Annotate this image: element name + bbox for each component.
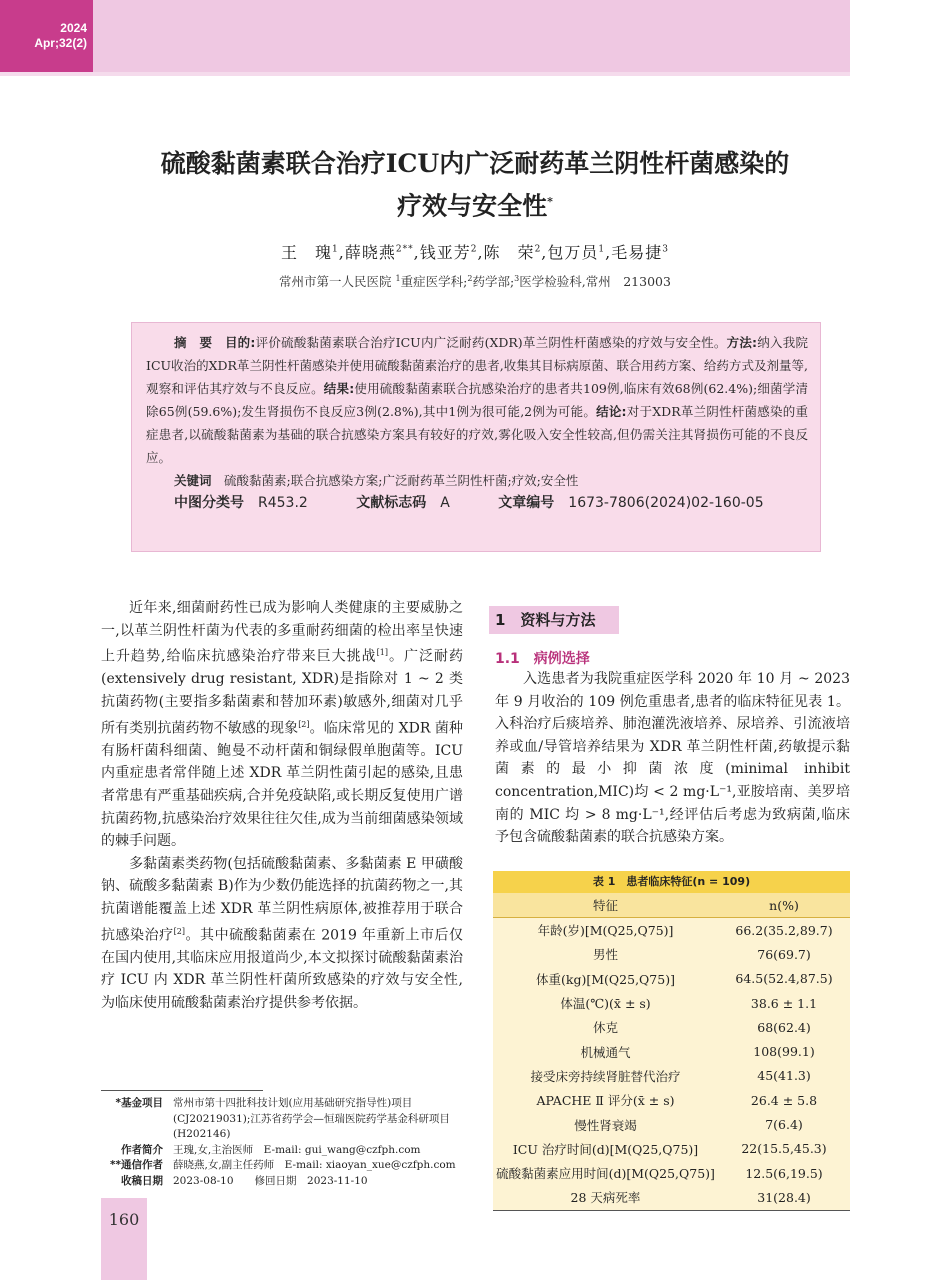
footnotes <box>101 1096 463 1189</box>
left-column <box>101 597 463 1015</box>
footnote-author <box>101 1143 463 1159</box>
abstract-body <box>146 331 808 469</box>
table-cell: 接受床旁持续肾脏替代治疗 <box>530 1068 681 1084</box>
citation[interactable]: [2] <box>173 926 185 936</box>
clc-label: 中图分类号 <box>174 495 244 511</box>
article-no-value: 1673-7806(2024)02-160-05 <box>568 495 764 511</box>
author-affil-sup: 2 <box>534 244 542 255</box>
text-run: 。广泛耐药(extensively drug resistant, XDR)是指除对 1 ~ 2 类抗菌药物(主要指多黏菌素和替加环素)敏感外,细菌对几乎所有类别抗菌药物不敏感的现象 <box>101 648 464 737</box>
footnote-text: 2023-08-10 修回日期 2023-11-10 <box>173 1174 368 1187</box>
table-cell: 108(99.1) <box>753 1044 815 1060</box>
author: 薛晓燕 <box>344 243 396 262</box>
title-footnote-mark: * <box>547 195 553 208</box>
abstract-box <box>131 322 821 552</box>
keywords-label: 关键词 <box>174 473 212 488</box>
issue-tab <box>0 0 93 72</box>
footnote-text: 王瑰,女,主治医师 E-mail: gui_wang@czfph.com <box>173 1143 421 1156</box>
table-cell: 66.2(35.2,89.7) <box>735 922 833 938</box>
table-row <box>493 918 850 943</box>
table-header: 特征 <box>493 893 718 918</box>
footnote-text: 薛晓燕,女,副主任药师 E-mail: xiaoyan_xue@czfph.com <box>173 1159 456 1171</box>
citation[interactable]: [2] <box>298 719 310 729</box>
methods-paragraph: 入选患者为我院重症医学科 2020 年 10 月 ~ 2023 年 9 月收治的 109 例危重患者,患者的临床特征见表 1。入科治疗后痰培养、肺泡灌洗液培养、尿培养、引流液培养或血/导管培养结果为 XDR 革兰阴性杆菌,药敏提示黏菌素的最小抑菌浓度(minimal inhibit concentration,MIC)均 < 2 mg·L⁻¹,亚胺培南、美罗培南的 MIC 均 > 8 mg·L⁻¹,经评估后考虑为致病菌,临床予包含硫酸黏菌素的联合抗感染方案。 <box>495 671 850 846</box>
keywords-row <box>146 469 808 492</box>
text-run: 。临床常见的 XDR 菌种有肠杆菌科细菌、鲍曼不动杆菌和铜绿假单胞菌等。ICU 内重症患者常伴随上述 XDR 革兰阴性菌引起的感染,且患者常患有严重基础疾病,合并免疫缺陷,或长期反复使用广谱抗菌药物,抗感染治疗效果往往欠佳,成为当前细菌感染领域的棘手问题。 <box>101 720 464 850</box>
doc-code-value: A <box>440 495 450 511</box>
title-line-2 <box>60 183 890 225</box>
table-header: n(%) <box>718 893 850 918</box>
footnote-divider <box>101 1090 263 1091</box>
author-affil-sup: 3 <box>662 244 669 255</box>
intro-paragraph-1 <box>101 597 463 853</box>
doc-code-label: 文献标志码 <box>356 495 427 511</box>
table-cell: 男性 <box>592 947 618 963</box>
affil-sup: 2 <box>467 273 473 283</box>
citation[interactable]: [1] <box>376 648 388 658</box>
table-row <box>493 942 850 966</box>
footnote-dates <box>101 1174 463 1190</box>
footnote-text: 常州市第十四批科技计划(应用基础研究指导性)项目(CJ20219031);江苏省药学会—恒瑞医院药学基金科研项目(H202146) <box>173 1097 450 1140</box>
classification-row <box>146 492 808 515</box>
author-affil-sup: 2** <box>395 244 414 255</box>
author: 毛易捷 <box>611 243 663 262</box>
footnote-label: 作者简介 <box>121 1143 163 1156</box>
footnote-corresponding <box>101 1158 463 1174</box>
author: 陈 荣 <box>483 243 535 262</box>
table-cell: 7(6.4) <box>765 1117 803 1133</box>
footnote-label: *基金项目 <box>115 1097 163 1109</box>
table-cell: APACHE Ⅱ 评分(x̄ ± s) <box>536 1093 675 1109</box>
affiliation-dept: 医学检验科,常州 213003 <box>519 274 671 289</box>
issue-year: 2024 <box>60 21 87 35</box>
affiliation-dept: 药学部; <box>472 274 515 289</box>
author-affil-sup: 1 <box>598 244 606 255</box>
issue-volume: Apr;32(2) <box>34 36 87 50</box>
table-header-row <box>493 893 850 918</box>
author: 王 瑰 <box>281 243 333 262</box>
footnote-funding <box>101 1096 463 1143</box>
objective-text: 评价硫酸黏菌素联合治疗ICU内广泛耐药(XDR)革兰阴性杆菌感染的疗效与安全性。 <box>255 335 727 350</box>
objective-label: 目的: <box>224 335 256 350</box>
table-cell: 38.6 ± 1.1 <box>750 995 818 1011</box>
abstract-label: 摘 要 <box>174 335 213 350</box>
header-banner-edge <box>0 72 850 76</box>
article-title <box>60 145 890 225</box>
method-label: 方法: <box>726 335 758 350</box>
section-heading: 1 资料与方法 <box>489 606 619 634</box>
title-line-1: 硫酸黏菌素联合治疗ICU内广泛耐药革兰阴性杆菌感染的 <box>160 149 790 178</box>
table-cell: 28 天病死率 <box>493 1185 718 1210</box>
table-row <box>493 967 850 991</box>
method-text: 纳入我院ICU收治的XDR革兰阴性杆菌感染并使用硫酸黏菌素治疗的患者,收集其目标病原菌、联合用药方案、给药方式及剂量等,观察和评估其疗效与不良反应。 <box>146 335 808 396</box>
article-no-label: 文章编号 <box>498 495 555 511</box>
author: 钱亚芳 <box>419 243 471 262</box>
table-row <box>493 1064 850 1088</box>
author-list: 王 瑰$^1$,薛晓燕$^{2**}$,钱亚芳$^2$,陈 荣$^2$,包万员$^1$,毛易捷$^3$ <box>281 243 669 262</box>
table-row <box>493 1185 850 1210</box>
author-affil-sup: 1 <box>332 244 339 255</box>
conclusion-text: 对于XDR革兰阴性杆菌感染的重症患者,以硫酸黏菌素为基础的联合抗感染方案具有较好的疗效,雾化吸入安全性较高,但仍需关注其肾损伤可能的不良反应。 <box>146 404 809 465</box>
title-line-2-text: 疗效与安全性 <box>397 191 548 221</box>
table-row <box>493 1137 850 1161</box>
table-row <box>493 1161 850 1185</box>
table-cell: ICU 治疗时间(d)[M(Q25,Q75)] <box>512 1141 699 1157</box>
table-title: 表 1 患者临床特征(n = 109) <box>493 871 850 893</box>
conclusion-label: 结论: <box>596 404 627 419</box>
result-text: 使用硫酸黏菌素联合抗感染治疗的患者共109例,临床有效68例(62.4%);细菌学清除65例(59.6%);发生肾损伤不良反应3例(2.8%),其中1例为很可能,2例为可能。 <box>146 381 808 419</box>
keywords-text: 硫酸黏菌素;联合抗感染方案;广泛耐药革兰阴性杆菌;疗效;安全性 <box>224 473 579 488</box>
table-cell: 45(41.3) <box>757 1068 811 1084</box>
table-cell: 慢性肾衰竭 <box>574 1117 637 1133</box>
table-cell: 休克 <box>592 1020 618 1036</box>
table-cell: 26.4 ± 5.8 <box>750 1092 818 1108</box>
affil-sup: 1 <box>395 273 401 283</box>
header-banner <box>0 0 850 72</box>
clinical-features-table <box>493 893 850 1211</box>
right-column <box>495 668 850 849</box>
page-number: 160 <box>108 1210 140 1229</box>
text-run: 。其中硫酸黏菌素在 2019 年重新上市后仅在国内使用,其临床应用报道尚少,本文拟探讨硫酸黏菌素治疗 ICU 内 XDR 革兰阴性杆菌所致感染的疗效与安全性,为临床使用硫酸黏菌素治疗提供参考依据。 <box>101 927 464 1012</box>
text-run: 多黏菌素类药物(包括硫酸黏菌素、多黏菌素 E 甲磺酸钠、硫酸多黏菌素 B)作为少数仍能选择的抗菌药物之一,其抗菌谱能覆盖上述 XDR 革兰阴性病原体,被推荐用于联合抗感染治疗 <box>101 855 463 944</box>
table-row <box>493 1039 850 1063</box>
author: 包万员 <box>547 243 599 262</box>
affil-sup: 3 <box>514 273 520 283</box>
table-row <box>493 1015 850 1039</box>
footnote-label: 收稿日期 <box>121 1174 163 1187</box>
author-affil-sup: 2 <box>470 244 478 255</box>
table-cell: 体温(℃)(x̄ ± s) <box>560 996 651 1012</box>
intro-paragraph-2 <box>101 853 463 1015</box>
table-row <box>493 1112 850 1136</box>
table-cell: 31(28.4) <box>718 1185 850 1210</box>
table-cell: 22(15.5,45.3) <box>741 1141 827 1157</box>
table-cell: 体重(kg)[M(Q25,Q75)] <box>536 971 675 987</box>
table-row <box>493 991 850 1015</box>
result-label: 结果: <box>323 381 355 396</box>
clc-value: R453.2 <box>258 495 308 511</box>
table-cell: 68(62.4) <box>757 1019 811 1035</box>
affiliation <box>0 272 950 290</box>
affiliation-hospital: 常州市第一人民医院 <box>279 274 396 289</box>
affiliation-dept: 重症医学科; <box>400 274 468 289</box>
subsection-heading: 1.1 病例选择 <box>495 651 590 667</box>
table-row <box>493 1088 850 1112</box>
table-cell: 硫酸黏菌素应用时间(d)[M(Q25,Q75)] <box>496 1166 715 1182</box>
text-run: 近年来,细菌耐药性已成为影响人类健康的主要威胁之一,以革兰阴性杆菌为代表的多重耐药细菌的检出率呈快速上升趋势,给临床抗感染治疗带来巨大挑战 <box>101 600 463 665</box>
table-cell: 76(69.7) <box>757 946 811 962</box>
table-cell: 年龄(岁)[M(Q25,Q75)] <box>537 923 674 939</box>
table-cell: 64.5(52.4,87.5) <box>735 971 833 987</box>
footnote-label: **通信作者 <box>110 1159 163 1171</box>
table-cell: 12.5(6,19.5) <box>745 1165 823 1181</box>
table-cell: 机械通气 <box>580 1044 631 1060</box>
